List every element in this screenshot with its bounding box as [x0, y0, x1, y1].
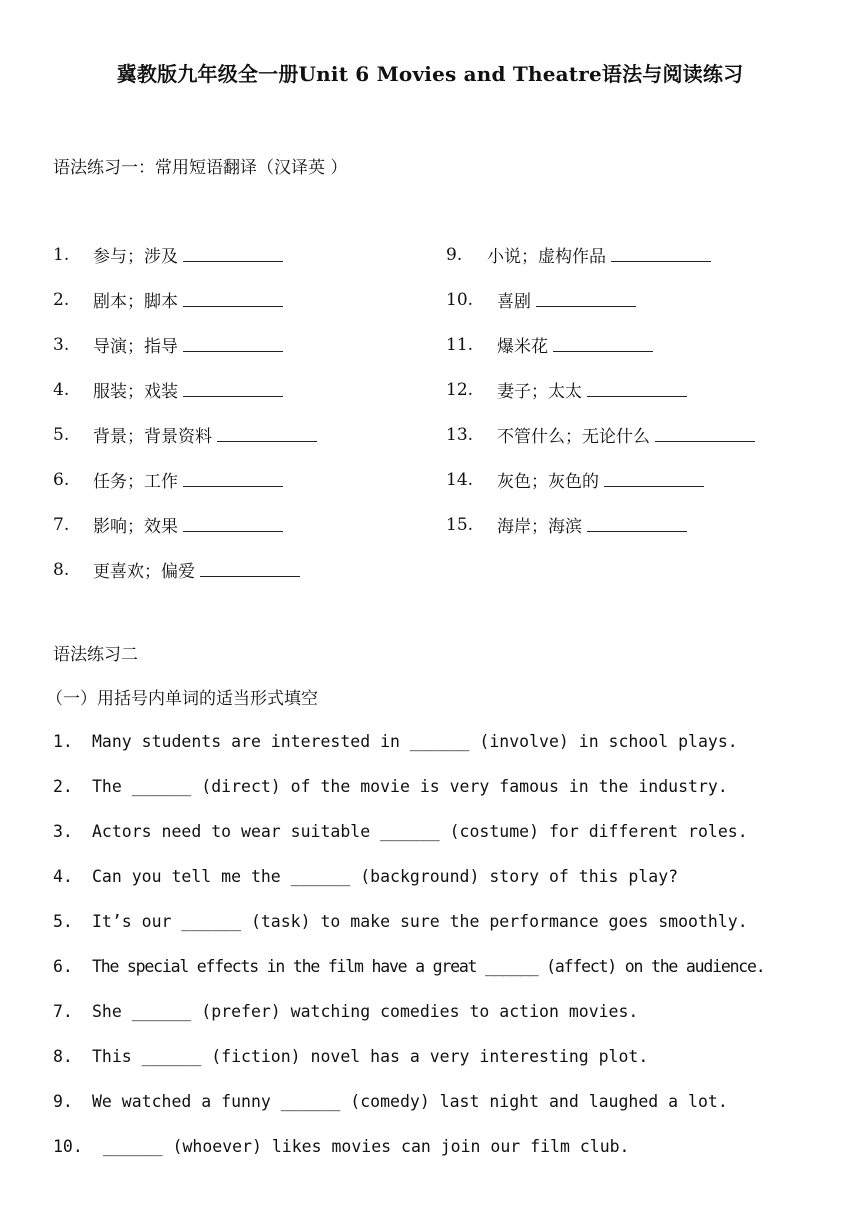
- exercise-number: 10.: [53, 1137, 83, 1156]
- vocab-term: 剧本；脚本: [93, 288, 283, 314]
- vocab-item-1: [53, 243, 353, 267]
- exercise-sentence: This ______ (fiction) novel has a very interesting plot.: [92, 1047, 649, 1066]
- exercise-sentence: Actors need to wear suitable ______ (costume) for different roles.: [92, 822, 748, 841]
- vocab-number: 4.: [53, 380, 70, 400]
- exercise-sentence: Can you tell me the ______ (background) story of this play?: [92, 867, 679, 886]
- exercise-number: 3.: [53, 822, 73, 841]
- vocab-item-6: [53, 468, 353, 492]
- vocab-item-4: [53, 378, 353, 402]
- section2-heading: 语法练习二: [53, 645, 138, 665]
- vocab-item-2: [53, 288, 353, 312]
- vocab-number: 15.: [446, 515, 474, 535]
- vocab-term: 影响；效果: [93, 513, 283, 539]
- answer-blank[interactable]: [655, 423, 755, 442]
- answer-blank[interactable]: [553, 333, 653, 352]
- page-title: 冀教版九年级全一册Unit 6 Movies and Theatre语法与阅读练习: [116, 62, 744, 86]
- vocab-term: 导演；指导: [93, 333, 283, 359]
- answer-blank[interactable]: [183, 468, 283, 487]
- vocab-number: 2.: [53, 290, 70, 310]
- exercise-number: 6.: [53, 957, 73, 976]
- vocab-item-5: [53, 423, 363, 447]
- exercise-number: 4.: [53, 867, 73, 886]
- exercise-sentence: We watched a funny ______ (comedy) last night and laughed a lot.: [92, 1092, 728, 1111]
- vocab-term: 任务；工作: [93, 468, 283, 494]
- answer-blank[interactable]: [183, 243, 283, 262]
- exercise-sentence: She ______ (prefer) watching comedies to action movies.: [92, 1002, 639, 1021]
- vocab-term: 背景；背景资料: [93, 423, 317, 449]
- exercise-sentence: It’s our ______ (task) to make sure the performance goes smoothly.: [92, 912, 748, 931]
- vocab-number: 12.: [446, 380, 474, 400]
- answer-blank[interactable]: [183, 333, 283, 352]
- section2-subheading: （一）用括号内单词的适当形式填空: [46, 689, 318, 709]
- vocab-number: 6.: [53, 470, 70, 490]
- exercise-sentence: Many students are interested in ______ (involve) in school plays.: [92, 732, 738, 751]
- vocab-number: 11.: [446, 335, 474, 355]
- vocab-item-10: [446, 288, 776, 312]
- vocab-item-14: [446, 468, 776, 492]
- vocab-term: 妻子；太太: [497, 378, 687, 404]
- vocab-term: 爆米花: [497, 333, 653, 359]
- vocab-item-7: [53, 513, 353, 537]
- exercise-number: 5.: [53, 912, 73, 931]
- section1-heading: 语法练习一：常用短语翻译（汉译英 ）: [53, 158, 348, 178]
- answer-blank[interactable]: [587, 513, 687, 532]
- exercise-number: 7.: [53, 1002, 73, 1021]
- vocab-term: 服装；戏装: [93, 378, 283, 404]
- answer-blank[interactable]: [604, 468, 704, 487]
- vocab-term: 不管什么；无论什么: [497, 423, 755, 449]
- exercise-sentence: The special effects in the film have a great ______ (affect) on the audience.: [92, 957, 765, 976]
- answer-blank[interactable]: [183, 513, 283, 532]
- vocab-term: 参与；涉及: [93, 243, 283, 269]
- vocab-number: 14.: [446, 470, 474, 490]
- vocab-item-13: [446, 423, 806, 447]
- vocab-number: 8.: [53, 560, 70, 580]
- vocab-term: 海岸；海滨: [497, 513, 687, 539]
- exercise-number: 9.: [53, 1092, 73, 1111]
- exercise-number: 8.: [53, 1047, 73, 1066]
- vocab-term: 小说；虚构作品: [487, 243, 711, 269]
- vocab-item-15: [446, 513, 776, 537]
- answer-blank[interactable]: [183, 378, 283, 397]
- answer-blank[interactable]: [183, 288, 283, 307]
- vocab-term: 更喜欢；偏爱: [93, 558, 300, 584]
- vocab-number: 3.: [53, 335, 70, 355]
- answer-blank[interactable]: [217, 423, 317, 442]
- exercise-sentence: The ______ (direct) of the movie is very famous in the industry.: [92, 777, 728, 796]
- vocab-number: 5.: [53, 425, 70, 445]
- vocab-item-3: [53, 333, 353, 357]
- answer-blank[interactable]: [611, 243, 711, 262]
- exercise-number: 1.: [53, 732, 73, 751]
- vocab-item-11: [446, 333, 776, 357]
- exercise-number: 2.: [53, 777, 73, 796]
- vocab-term: 灰色；灰色的: [497, 468, 704, 494]
- vocab-number: 10.: [446, 290, 474, 310]
- vocab-item-9: [446, 243, 776, 267]
- answer-blank[interactable]: [536, 288, 636, 307]
- answer-blank[interactable]: [200, 558, 300, 577]
- vocab-number: 13.: [446, 425, 474, 445]
- vocab-item-12: [446, 378, 776, 402]
- answer-blank[interactable]: [587, 378, 687, 397]
- exercise-sentence: ______ (whoever) likes movies can join our film club.: [103, 1137, 630, 1156]
- vocab-term: 喜剧: [497, 288, 636, 314]
- vocab-number: 9.: [446, 245, 463, 265]
- vocab-number: 7.: [53, 515, 70, 535]
- vocab-number: 1.: [53, 245, 70, 265]
- vocab-item-8: [53, 558, 353, 582]
